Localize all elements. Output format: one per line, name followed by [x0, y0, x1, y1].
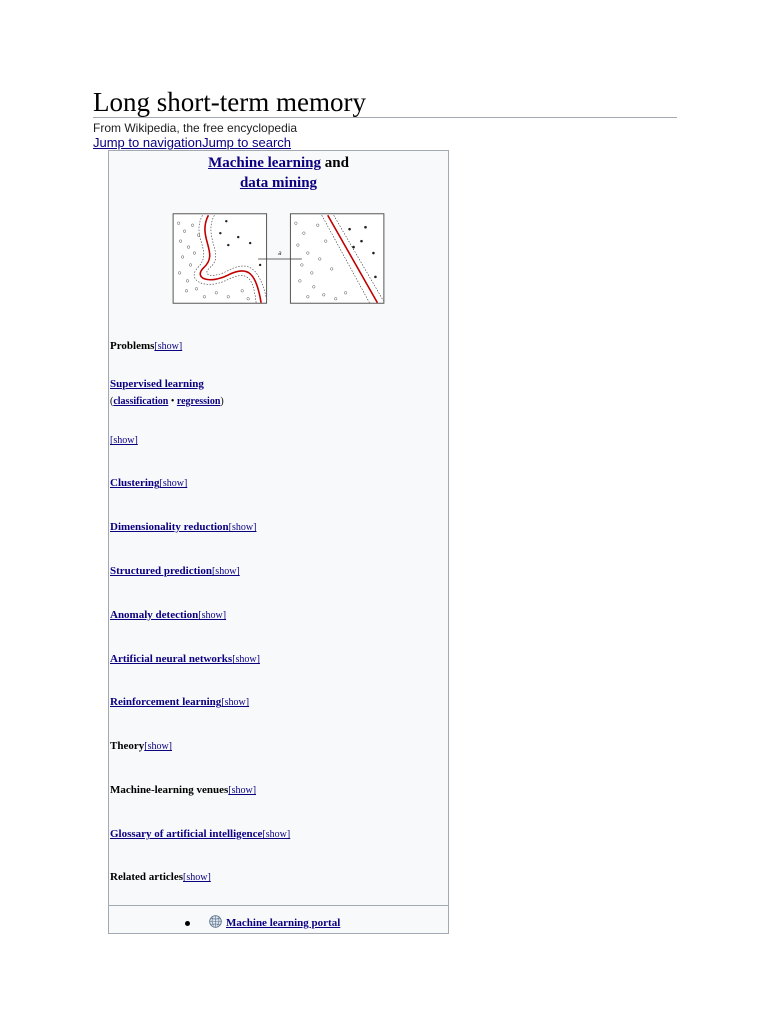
sidebar-footer-divider: [109, 905, 448, 906]
jump-to-search-link[interactable]: Jump to search: [202, 135, 291, 150]
paren-close: ): [220, 396, 224, 407]
sidebar-row-theory: [110, 740, 172, 753]
sidebar-row-related: [110, 871, 211, 884]
paren-open: (: [110, 396, 114, 407]
heading-and: and: [320, 155, 349, 171]
problems-show-toggle[interactable]: [show]: [154, 341, 183, 352]
sidebar-row-reinforcement: [110, 696, 249, 709]
ml-sidebar-box: [108, 150, 449, 934]
sidebar-row-dimensionality: [110, 521, 256, 534]
separator-dot: •: [168, 396, 177, 407]
svg-text:a: a: [278, 250, 282, 258]
glossary-show-toggle[interactable]: [show]: [262, 829, 291, 840]
sidebar-heading-line-1: [109, 154, 448, 173]
ann-show-toggle[interactable]: [show]: [232, 654, 260, 665]
svm-kernel-figure[interactable]: [109, 213, 448, 305]
machine-learning-portal-link[interactable]: Machine learning portal: [226, 917, 341, 929]
related-label: Related articles: [110, 871, 183, 883]
machine-learning-link[interactable]: Machine learning: [208, 155, 321, 171]
theory-show-toggle[interactable]: [show]: [144, 741, 173, 752]
dimensionality-show-toggle[interactable]: [show]: [228, 522, 257, 533]
dimensionality-reduction-link[interactable]: Dimensionality reduction: [110, 521, 229, 533]
clustering-show-toggle[interactable]: [show]: [159, 478, 188, 489]
anomaly-show-toggle[interactable]: [show]: [198, 610, 227, 621]
page-title: Long short-term memory: [93, 87, 366, 117]
data-mining-link[interactable]: data mining: [239, 175, 318, 191]
portal-item: [185, 915, 340, 932]
problems-label: Problems: [110, 340, 155, 352]
reinforcement-show-toggle[interactable]: [show]: [221, 697, 250, 708]
glossary-ai-link[interactable]: Glossary of artificial intelligence: [110, 828, 263, 840]
venues-label: Machine-learning venues: [110, 784, 229, 796]
sidebar-row-supervised-show: [110, 434, 138, 447]
regression-link[interactable]: regression: [176, 396, 221, 407]
sidebar-row-structured: [110, 565, 240, 578]
sidebar-row-anomaly: [110, 609, 226, 622]
globe-icon: [208, 915, 223, 932]
anomaly-detection-link[interactable]: Anomaly detection: [110, 609, 199, 621]
title-divider: [93, 117, 677, 118]
bullet-icon: [185, 921, 190, 926]
sidebar-row-clustering: [110, 477, 187, 490]
theory-label: Theory: [110, 740, 145, 752]
artificial-neural-networks-link[interactable]: Artificial neural networks: [110, 653, 233, 665]
reinforcement-learning-link[interactable]: Reinforcement learning: [110, 696, 222, 708]
venues-show-toggle[interactable]: [show]: [228, 785, 257, 796]
jump-to-navigation-link[interactable]: Jump to navigation: [93, 135, 203, 150]
supervised-subtypes: [110, 396, 224, 408]
sidebar-heading-line-2: [109, 174, 448, 193]
structured-prediction-link[interactable]: Structured prediction: [110, 565, 212, 577]
jump-links: [93, 135, 291, 150]
structured-show-toggle[interactable]: [show]: [211, 566, 240, 577]
sidebar-row-glossary: [110, 828, 290, 841]
sidebar-row-venues: [110, 784, 256, 797]
supervised-learning-link[interactable]: Supervised learning: [110, 378, 204, 390]
sidebar-row-ann: [110, 653, 260, 666]
sidebar-row-problems: [110, 340, 182, 353]
supervised-show-toggle[interactable]: [show]: [110, 435, 138, 446]
classification-link[interactable]: classification: [113, 396, 169, 407]
clustering-link[interactable]: Clustering: [110, 477, 160, 489]
related-show-toggle[interactable]: [show]: [183, 872, 211, 883]
site-tagline: From Wikipedia, the free encyclopedia: [93, 121, 298, 135]
sidebar-row-supervised: [110, 378, 204, 391]
